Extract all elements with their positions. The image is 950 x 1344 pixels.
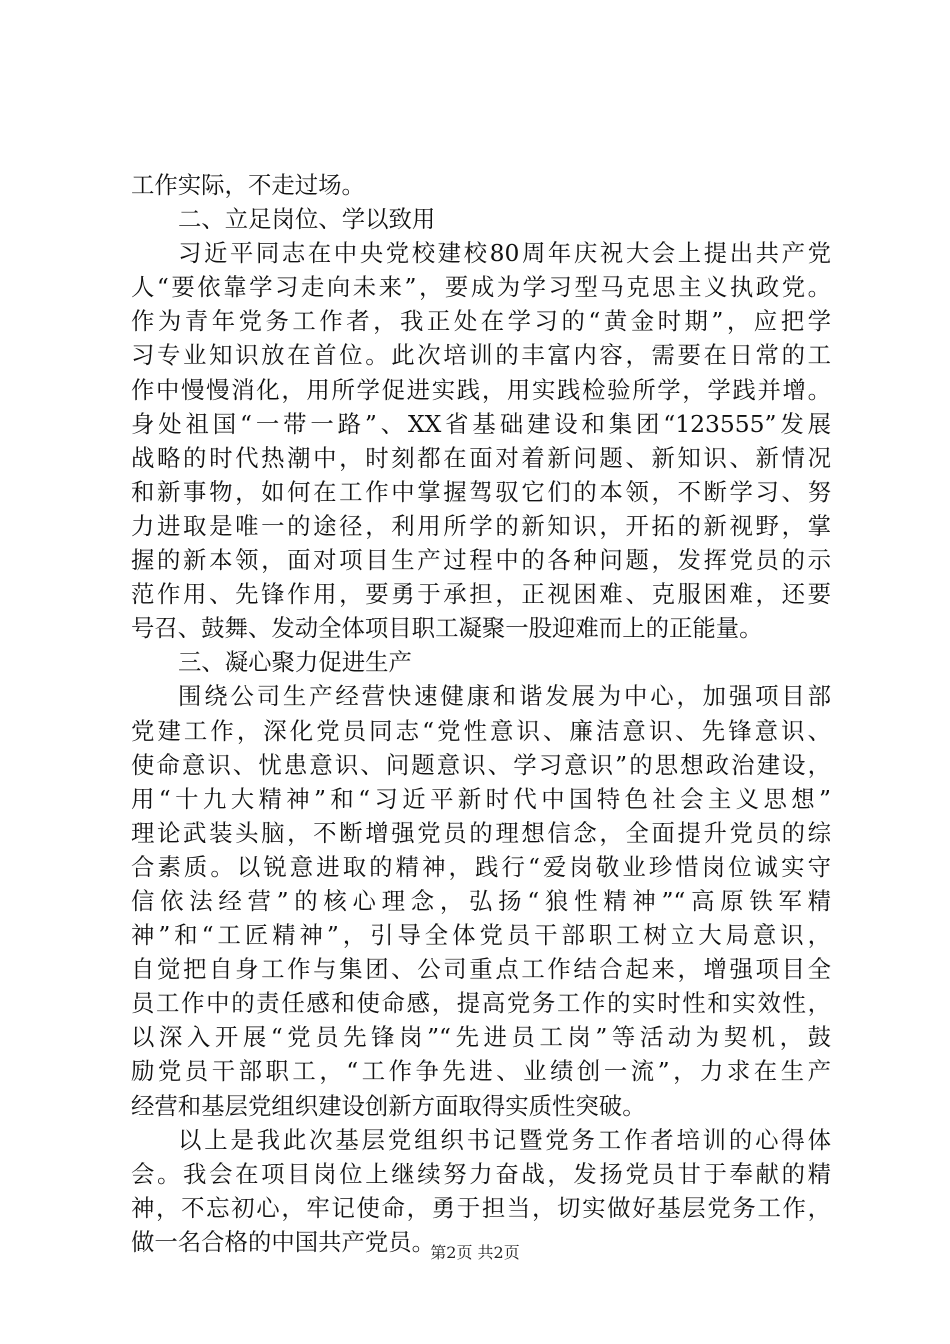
text-line: 以上是我此次基层党组织书记暨党务工作者培训的心得体 <box>178 1125 831 1154</box>
text-line: 力进取是唯一的途径，利用所学的新知识，开拓的新视野，掌 <box>131 511 831 540</box>
text-line: 合素质。以锐意进取的精神，践行“爱岗敬业珍惜岗位诚实守 <box>131 852 831 881</box>
text-line: 战略的时代热潮中，时刻都在面对着新问题、新知识、新情况 <box>131 443 831 472</box>
text-line: 范作用、先锋作用，要勇于承担，正视困难、克服困难，还要 <box>131 580 831 609</box>
text-line: 工作实际，不走过场。 <box>131 171 365 199</box>
text-line: 作为青年党务工作者，我正处在学习的“黄金时期”，应把学 <box>131 307 831 336</box>
text-line: 号召、鼓舞、发动全体项目职工凝聚一股迎难而上的正能量。 <box>131 614 763 643</box>
text-line: 三、凝心聚力促进生产 <box>178 648 412 677</box>
text-line: 身处祖国“一带一路”、XX省基础建设和集团“123555”发展 <box>131 409 831 438</box>
text-line: 用“十九大精神”和“习近平新时代中国特色社会主义思想” <box>131 784 831 813</box>
text-line: 神”和“工匠精神”，引导全体党员干部职工树立大局意识， <box>131 921 831 950</box>
text-line: 二、立足岗位、学以致用 <box>178 205 436 234</box>
page-footer: 第2页 共2页 <box>430 1243 520 1262</box>
text-line: 员工作中的责任感和使命感，提高党务工作的实时性和实效性， <box>131 989 831 1018</box>
text-line: 习专业知识放在首位。此次培训的丰富内容，需要在日常的工 <box>131 341 831 370</box>
text-line: 做一名合格的中国共产党员。 <box>131 1227 436 1256</box>
text-line: 神，不忘初心，牢记使命，勇于担当，切实做好基层党务工作， <box>131 1193 831 1222</box>
text-line: 自觉把自身工作与集团、公司重点工作结合起来，增强项目全 <box>131 955 831 984</box>
text-line: 信依法经营”的核心理念，弘扬“狼性精神”“高原铁军精 <box>131 886 831 915</box>
text-line: 使命意识、忧患意识、问题意识、学习意识”的思想政治建设， <box>131 750 831 779</box>
text-line: 励党员干部职工，“工作争先进、业绩创一流”，力求在生产 <box>131 1057 831 1086</box>
text-line: 和新事物，如何在工作中掌握驾驭它们的本领，不断学习、努 <box>131 477 831 506</box>
text-line: 经营和基层党组织建设创新方面取得实质性突破。 <box>131 1091 646 1120</box>
text-line: 党建工作，深化党员同志“党性意识、廉洁意识、先锋意识、 <box>131 716 831 745</box>
text-line: 以深入开展“党员先锋岗”“先进员工岗”等活动为契机，鼓 <box>131 1023 831 1052</box>
text-line: 人“要依靠学习走向未来”，要成为学习型马克思主义执政党。 <box>131 273 831 302</box>
document-body <box>131 168 831 1259</box>
text-line: 围绕公司生产经营快速健康和谐发展为中心，加强项目部 <box>178 682 831 711</box>
text-line: 会。我会在项目岗位上继续努力奋战，发扬党员甘于奉献的精 <box>131 1159 831 1188</box>
text-line: 习近平同志在中央党校建校80周年庆祝大会上提出共产党 <box>178 239 831 268</box>
text-line: 作中慢慢消化，用所学促进实践，用实践检验所学，学践并增。 <box>131 375 831 404</box>
text-line: 理论武装头脑，不断增强党员的理想信念，全面提升党员的综 <box>131 818 831 847</box>
text-line: 握的新本领，面对项目生产过程中的各种问题，发挥党员的示 <box>131 546 831 575</box>
